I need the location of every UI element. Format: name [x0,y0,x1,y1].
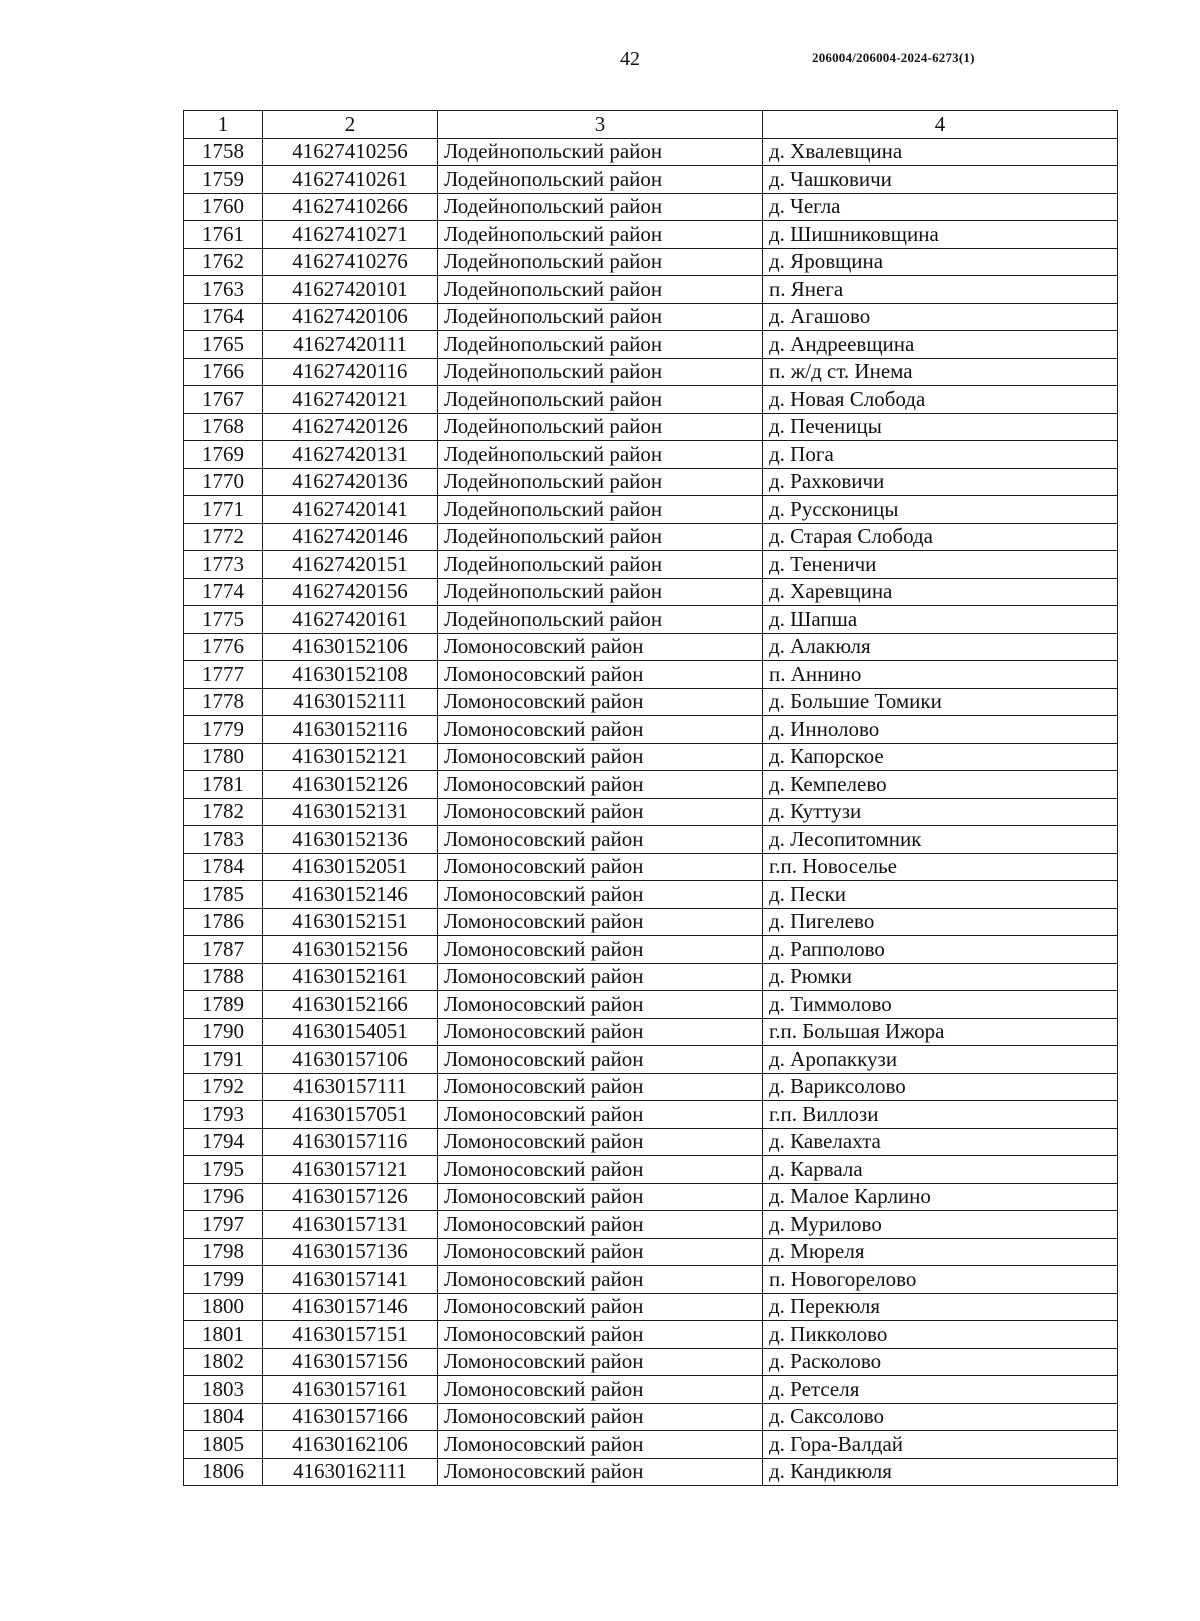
district-cell: Ломоносовский район [438,1238,763,1266]
district-cell: Ломоносовский район [438,1018,763,1046]
okato-code-cell: 41630157136 [263,1238,438,1266]
district-cell: Лодейнопольский район [438,166,763,194]
okato-code-cell: 41630152051 [263,853,438,881]
district-cell: Лодейнопольский район [438,248,763,276]
district-cell: Ломоносовский район [438,1348,763,1376]
okato-code-cell: 41630152121 [263,743,438,771]
district-cell: Лодейнопольский район [438,331,763,359]
table-row [184,1128,1118,1156]
row-number-cell: 1801 [184,1321,263,1349]
district-cell: Лодейнопольский район [438,523,763,551]
table-row [184,881,1118,909]
table-row [184,1156,1118,1184]
settlement-cell: д. Мурилово [763,1211,1118,1239]
okato-code-cell: 41627410256 [263,138,438,166]
district-cell: Ломоносовский район [438,1128,763,1156]
table-body [184,138,1118,1486]
row-number-cell: 1796 [184,1183,263,1211]
row-number-cell: 1794 [184,1128,263,1156]
settlement-cell: д. Капорское [763,743,1118,771]
settlement-cell: д. Тененичи [763,551,1118,579]
okato-code-cell: 41627420156 [263,578,438,606]
okato-code-cell: 41627420101 [263,276,438,304]
row-number-cell: 1758 [184,138,263,166]
table-row [184,193,1118,221]
settlement-cell: д. Вариксолово [763,1073,1118,1101]
district-cell: Ломоносовский район [438,1101,763,1129]
okato-code-cell: 41630154051 [263,1018,438,1046]
table-row [184,1348,1118,1376]
okato-code-cell: 41627410276 [263,248,438,276]
row-number-cell: 1771 [184,496,263,524]
column-header-3: 3 [438,111,763,139]
okato-code-cell: 41630157106 [263,1046,438,1074]
settlement-cell: г.п. Большая Ижора [763,1018,1118,1046]
okato-code-cell: 41630162106 [263,1431,438,1459]
okato-code-cell: 41627410266 [263,193,438,221]
row-number-cell: 1760 [184,193,263,221]
row-number-cell: 1802 [184,1348,263,1376]
row-number-cell: 1774 [184,578,263,606]
okato-code-cell: 41630152116 [263,716,438,744]
okato-code-cell: 41630152106 [263,633,438,661]
okato-code-cell: 41630157051 [263,1101,438,1129]
district-cell: Лодейнопольский район [438,303,763,331]
district-cell: Ломоносовский район [438,1266,763,1294]
district-cell: Ломоносовский район [438,1321,763,1349]
table-row [184,578,1118,606]
table-row [184,661,1118,689]
table-row [184,413,1118,441]
row-number-cell: 1765 [184,331,263,359]
row-number-cell: 1800 [184,1293,263,1321]
okato-code-cell: 41630157126 [263,1183,438,1211]
table-row [184,1183,1118,1211]
settlement-cell: д. Рапполово [763,936,1118,964]
table-row [184,771,1118,799]
row-number-cell: 1780 [184,743,263,771]
settlement-cell: п. Янега [763,276,1118,304]
table-row [184,166,1118,194]
okato-code-cell: 41630157141 [263,1266,438,1294]
district-cell: Ломоносовский район [438,1458,763,1486]
settlement-cell: д. Мюреля [763,1238,1118,1266]
settlement-cell: д. Хвалевщина [763,138,1118,166]
district-cell: Ломоносовский район [438,1431,763,1459]
row-number-cell: 1761 [184,221,263,249]
okato-code-cell: 41627410261 [263,166,438,194]
district-cell: Лодейнопольский район [438,358,763,386]
row-number-cell: 1775 [184,606,263,634]
settlement-cell: д. Аропаккузи [763,1046,1118,1074]
table-row [184,331,1118,359]
settlement-cell: д. Яровщина [763,248,1118,276]
table-row [184,496,1118,524]
table-row [184,1376,1118,1404]
settlement-cell: д. Расколово [763,1348,1118,1376]
settlement-cell: д. Новая Слобода [763,386,1118,414]
table-row [184,358,1118,386]
row-number-cell: 1787 [184,936,263,964]
row-number-cell: 1777 [184,661,263,689]
okato-code-cell: 41630157156 [263,1348,438,1376]
table-row [184,963,1118,991]
district-cell: Лодейнопольский район [438,193,763,221]
district-cell: Ломоносовский район [438,743,763,771]
table-row [184,303,1118,331]
district-cell: Лодейнопольский район [438,276,763,304]
okato-code-cell: 41627420116 [263,358,438,386]
okato-code-cell: 41630152166 [263,991,438,1019]
row-number-cell: 1782 [184,798,263,826]
district-cell: Лодейнопольский район [438,221,763,249]
settlement-cell: д. Карвала [763,1156,1118,1184]
settlement-cell: д. Андреевщина [763,331,1118,359]
table-row [184,826,1118,854]
settlement-cell: д. Старая Слобода [763,523,1118,551]
okato-code-cell: 41630162111 [263,1458,438,1486]
district-cell: Ломоносовский район [438,1293,763,1321]
row-number-cell: 1762 [184,248,263,276]
table-row [184,633,1118,661]
table-row [184,1018,1118,1046]
row-number-cell: 1779 [184,716,263,744]
table-row [184,1321,1118,1349]
district-cell: Ломоносовский район [438,936,763,964]
okato-code-cell: 41627420146 [263,523,438,551]
settlement-cell: д. Алакюля [763,633,1118,661]
okato-code-cell: 41630152146 [263,881,438,909]
row-number-cell: 1799 [184,1266,263,1294]
district-cell: Ломоносовский район [438,1211,763,1239]
okato-code-cell: 41630157161 [263,1376,438,1404]
settlement-cell: г.п. Новоселье [763,853,1118,881]
district-cell: Лодейнопольский район [438,386,763,414]
table-row [184,1431,1118,1459]
document-code: 206004/206004-2024-6273(1) [812,50,975,65]
okato-code-cell: 41630152111 [263,688,438,716]
settlement-cell: д. Тиммолово [763,991,1118,1019]
district-cell: Лодейнопольский район [438,606,763,634]
column-header-1: 1 [184,111,263,139]
column-header-2: 2 [263,111,438,139]
okato-code-cell: 41627420161 [263,606,438,634]
table-row [184,276,1118,304]
settlement-cell: д. Куттузи [763,798,1118,826]
settlement-cell: д. Шапша [763,606,1118,634]
district-cell: Ломоносовский район [438,1073,763,1101]
row-number-cell: 1786 [184,908,263,936]
row-number-cell: 1793 [184,1101,263,1129]
district-cell: Ломоносовский район [438,1403,763,1431]
row-number-cell: 1797 [184,1211,263,1239]
table-row [184,853,1118,881]
page-number: 42 [620,48,640,70]
okato-code-cell: 41630152156 [263,936,438,964]
row-number-cell: 1784 [184,853,263,881]
settlement-cell: д. Перекюля [763,1293,1118,1321]
row-number-cell: 1806 [184,1458,263,1486]
settlement-cell: д. Харевщина [763,578,1118,606]
district-cell: Ломоносовский район [438,826,763,854]
row-number-cell: 1781 [184,771,263,799]
settlement-cell: д. Чашковичи [763,166,1118,194]
settlement-cell: д. Руссконицы [763,496,1118,524]
table-row [184,606,1118,634]
okato-code-cell: 41627420141 [263,496,438,524]
column-header-4: 4 [763,111,1118,139]
row-number-cell: 1798 [184,1238,263,1266]
district-cell: Ломоносовский район [438,1376,763,1404]
row-number-cell: 1766 [184,358,263,386]
settlement-cell: д. Малое Карлино [763,1183,1118,1211]
settlements-table [183,110,1118,1486]
settlement-cell: д. Лесопитомник [763,826,1118,854]
table-row [184,221,1118,249]
row-number-cell: 1789 [184,991,263,1019]
table-row [184,908,1118,936]
okato-code-cell: 41627410271 [263,221,438,249]
settlement-cell: д. Кандикюля [763,1458,1118,1486]
table-row [184,138,1118,166]
table-row [184,1266,1118,1294]
settlement-cell: д. Кавелахта [763,1128,1118,1156]
table-header-row [184,111,1118,139]
okato-code-cell: 41627420136 [263,468,438,496]
settlement-cell: д. Ретселя [763,1376,1118,1404]
settlement-cell: г.п. Виллози [763,1101,1118,1129]
settlement-cell: д. Саксолово [763,1403,1118,1431]
settlement-cell: д. Рюмки [763,963,1118,991]
table-row [184,1403,1118,1431]
okato-code-cell: 41627420131 [263,441,438,469]
okato-code-cell: 41630152161 [263,963,438,991]
row-number-cell: 1803 [184,1376,263,1404]
row-number-cell: 1795 [184,1156,263,1184]
district-cell: Лодейнопольский район [438,413,763,441]
settlement-cell: д. Шишниковщина [763,221,1118,249]
okato-code-cell: 41630152131 [263,798,438,826]
row-number-cell: 1792 [184,1073,263,1101]
settlement-cell: д. Гора-Валдай [763,1431,1118,1459]
table-row [184,468,1118,496]
district-cell: Лодейнопольский район [438,496,763,524]
okato-code-cell: 41630157131 [263,1211,438,1239]
row-number-cell: 1776 [184,633,263,661]
okato-code-cell: 41627420121 [263,386,438,414]
settlement-cell: д. Большие Томики [763,688,1118,716]
settlement-cell: д. Печеницы [763,413,1118,441]
row-number-cell: 1770 [184,468,263,496]
okato-code-cell: 41627420126 [263,413,438,441]
district-cell: Ломоносовский район [438,1183,763,1211]
row-number-cell: 1772 [184,523,263,551]
table-row [184,688,1118,716]
table-row [184,1211,1118,1239]
district-cell: Ломоносовский район [438,661,763,689]
okato-code-cell: 41630157111 [263,1073,438,1101]
row-number-cell: 1759 [184,166,263,194]
settlement-cell: д. Кемпелево [763,771,1118,799]
district-cell: Ломоносовский район [438,991,763,1019]
settlement-cell: д. Пикколово [763,1321,1118,1349]
row-number-cell: 1769 [184,441,263,469]
row-number-cell: 1763 [184,276,263,304]
okato-code-cell: 41630152108 [263,661,438,689]
table-row [184,1046,1118,1074]
okato-code-cell: 41627420151 [263,551,438,579]
row-number-cell: 1778 [184,688,263,716]
table-row [184,551,1118,579]
table-row [184,1238,1118,1266]
okato-code-cell: 41630157146 [263,1293,438,1321]
row-number-cell: 1804 [184,1403,263,1431]
okato-code-cell: 41630152126 [263,771,438,799]
district-cell: Ломоносовский район [438,688,763,716]
okato-code-cell: 41627420106 [263,303,438,331]
okato-code-cell: 41627420111 [263,331,438,359]
table-row [184,1293,1118,1321]
row-number-cell: 1785 [184,881,263,909]
table-row [184,1458,1118,1486]
settlement-cell: п. Новогорелово [763,1266,1118,1294]
settlement-cell: д. Чегла [763,193,1118,221]
okato-code-cell: 41630157116 [263,1128,438,1156]
table-row [184,386,1118,414]
district-cell: Ломоносовский район [438,771,763,799]
district-cell: Ломоносовский район [438,881,763,909]
district-cell: Лодейнопольский район [438,551,763,579]
settlement-cell: д. Пески [763,881,1118,909]
district-cell: Ломоносовский район [438,1046,763,1074]
district-cell: Лодейнопольский район [438,441,763,469]
settlement-cell: д. Иннолово [763,716,1118,744]
settlement-cell: д. Пога [763,441,1118,469]
okato-code-cell: 41630157166 [263,1403,438,1431]
district-cell: Ломоносовский район [438,908,763,936]
row-number-cell: 1767 [184,386,263,414]
district-cell: Лодейнопольский район [438,468,763,496]
okato-code-cell: 41630157121 [263,1156,438,1184]
row-number-cell: 1768 [184,413,263,441]
row-number-cell: 1805 [184,1431,263,1459]
settlement-cell: д. Агашово [763,303,1118,331]
row-number-cell: 1783 [184,826,263,854]
table-row [184,1073,1118,1101]
row-number-cell: 1791 [184,1046,263,1074]
row-number-cell: 1788 [184,963,263,991]
row-number-cell: 1764 [184,303,263,331]
district-cell: Ломоносовский район [438,1156,763,1184]
table-row [184,441,1118,469]
table-row [184,523,1118,551]
district-cell: Лодейнопольский район [438,578,763,606]
table-row [184,743,1118,771]
district-cell: Ломоносовский район [438,716,763,744]
table-row [184,248,1118,276]
settlement-cell: д. Пигелево [763,908,1118,936]
district-cell: Лодейнопольский район [438,138,763,166]
table-row [184,716,1118,744]
okato-code-cell: 41630152151 [263,908,438,936]
okato-code-cell: 41630152136 [263,826,438,854]
table-row [184,936,1118,964]
settlement-cell: п. Аннино [763,661,1118,689]
settlement-cell: п. ж/д ст. Инема [763,358,1118,386]
settlement-cell: д. Рахковичи [763,468,1118,496]
district-cell: Ломоносовский район [438,963,763,991]
okato-code-cell: 41630157151 [263,1321,438,1349]
district-cell: Ломоносовский район [438,633,763,661]
table-row [184,991,1118,1019]
table-row [184,1101,1118,1129]
row-number-cell: 1790 [184,1018,263,1046]
district-cell: Ломоносовский район [438,853,763,881]
table-row [184,798,1118,826]
district-cell: Ломоносовский район [438,798,763,826]
row-number-cell: 1773 [184,551,263,579]
